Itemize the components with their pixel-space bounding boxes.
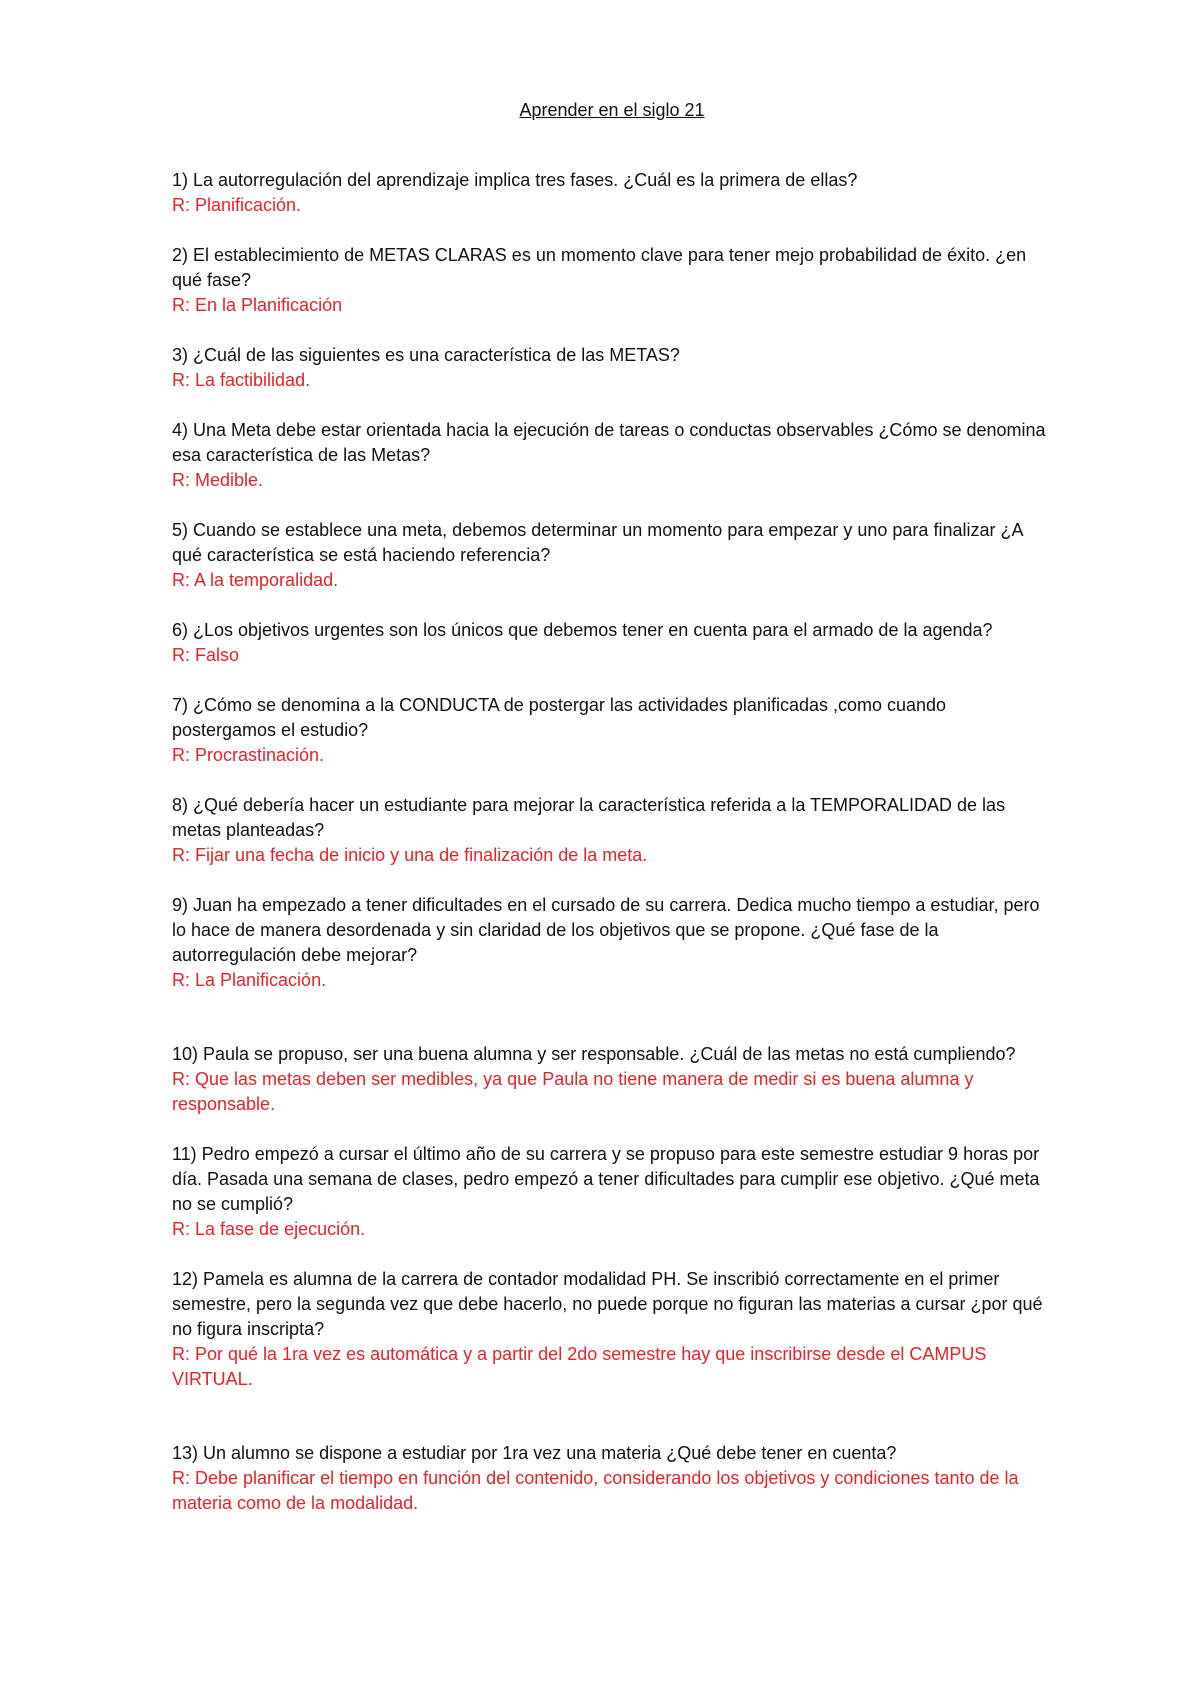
document-title: Aprender en el siglo 21: [519, 100, 705, 120]
question-1: 1) La autorregulación del aprendizaje implica tres fases. ¿Cuál es la primera de ellas?: [172, 170, 858, 190]
qa-item-2: [172, 243, 1052, 318]
question-2: 2) El establecimiento de METAS CLARAS es un momento clave para tener mejo probabilidad de éxito. ¿en qué fase?: [172, 245, 1032, 290]
qa-item-11: [172, 1142, 1052, 1242]
question-13: 13) Un alumno se dispone a estudiar por 1ra vez una materia ¿Qué debe tener en cuenta?: [172, 1443, 897, 1463]
qa-item-12: [172, 1267, 1052, 1392]
answer-2: R: En la Planificación: [172, 295, 343, 315]
qa-item-5: [172, 518, 1052, 593]
question-12: 12) Pamela es alumna de la carrera de contador modalidad PH. Se inscribió correctamente en el primer semestre, pero la segunda vez que debe hacerlo, no puede porque no figuran las materias a cursar ¿por qué no figura inscripta?: [172, 1269, 1048, 1339]
document-page: [172, 98, 1052, 1516]
qa-item-10: [172, 1042, 1052, 1117]
question-11: 11) Pedro empezó a cursar el último año de su carrera y se propuso para este semestre estudiar 9 horas por día. Pasada una semana de clases, pedro empezó a tener dificultades para cumplir ese objetivo. ¿Qué meta no se cumplió?: [172, 1144, 1045, 1214]
question-6: 6) ¿Los objetivos urgentes son los únicos que debemos tener en cuenta para el armado de la agenda?: [172, 620, 993, 640]
qa-item-7: [172, 693, 1052, 768]
answer-3: R: La factibilidad.: [172, 370, 311, 390]
question-3: 3) ¿Cuál de las siguientes es una característica de las METAS?: [172, 345, 680, 365]
question-5: 5) Cuando se establece una meta, debemos determinar un momento para empezar y uno para finalizar ¿A qué característica se está haciendo referencia?: [172, 520, 1028, 565]
answer-11: R: La fase de ejecución.: [172, 1219, 366, 1239]
answer-12: R: Por qué la 1ra vez es automática y a partir del 2do semestre hay que inscribirse desde el CAMPUS VIRTUAL.: [172, 1344, 992, 1389]
qa-item-1: [172, 168, 1052, 218]
qa-item-8: [172, 793, 1052, 868]
question-9: 9) Juan ha empezado a tener dificultades en el cursado de su carrera. Dedica mucho tiempo a estudiar, pero lo hace de manera desordenada y sin claridad de los objetivos que se propone. ¿Qué fase de la autorregulación debe mejorar?: [172, 895, 1045, 965]
question-10: 10) Paula se propuso, ser una buena alumna y ser responsable. ¿Cuál de las metas no está cumpliendo?: [172, 1044, 1016, 1064]
answer-1: R: Planificación.: [172, 195, 302, 215]
qa-item-9: [172, 893, 1052, 993]
answer-5: R: A la temporalidad.: [172, 570, 339, 590]
question-7: 7) ¿Cómo se denomina a la CONDUCTA de postergar las actividades planificadas ,como cuando postergamos el estudio?: [172, 695, 952, 740]
qa-item-6: [172, 618, 1052, 668]
answer-8: R: Fijar una fecha de inicio y una de finalización de la meta.: [172, 845, 648, 865]
qa-item-13: [172, 1441, 1052, 1516]
answer-7: R: Procrastinación.: [172, 745, 325, 765]
qa-item-3: [172, 343, 1052, 393]
answer-10: R: Que las metas deben ser medibles, ya que Paula no tiene manera de medir si es buena alumna y responsable.: [172, 1069, 979, 1114]
answer-6: R: Falso: [172, 645, 240, 665]
answer-9: R: La Planificación.: [172, 970, 327, 990]
qa-item-4: [172, 418, 1052, 493]
question-4: 4) Una Meta debe estar orientada hacia la ejecución de tareas o conductas observables ¿Cómo se denomina esa característica de las Metas?: [172, 420, 1051, 465]
answer-4: R: Medible.: [172, 470, 264, 490]
question-8: 8) ¿Qué debería hacer un estudiante para mejorar la característica referida a la TEMPORALIDAD de las metas planteadas?: [172, 795, 1011, 840]
answer-13: R: Debe planificar el tiempo en función del contenido, considerando los objetivos y condiciones tanto de la materia como de la modalidad.: [172, 1468, 1024, 1513]
